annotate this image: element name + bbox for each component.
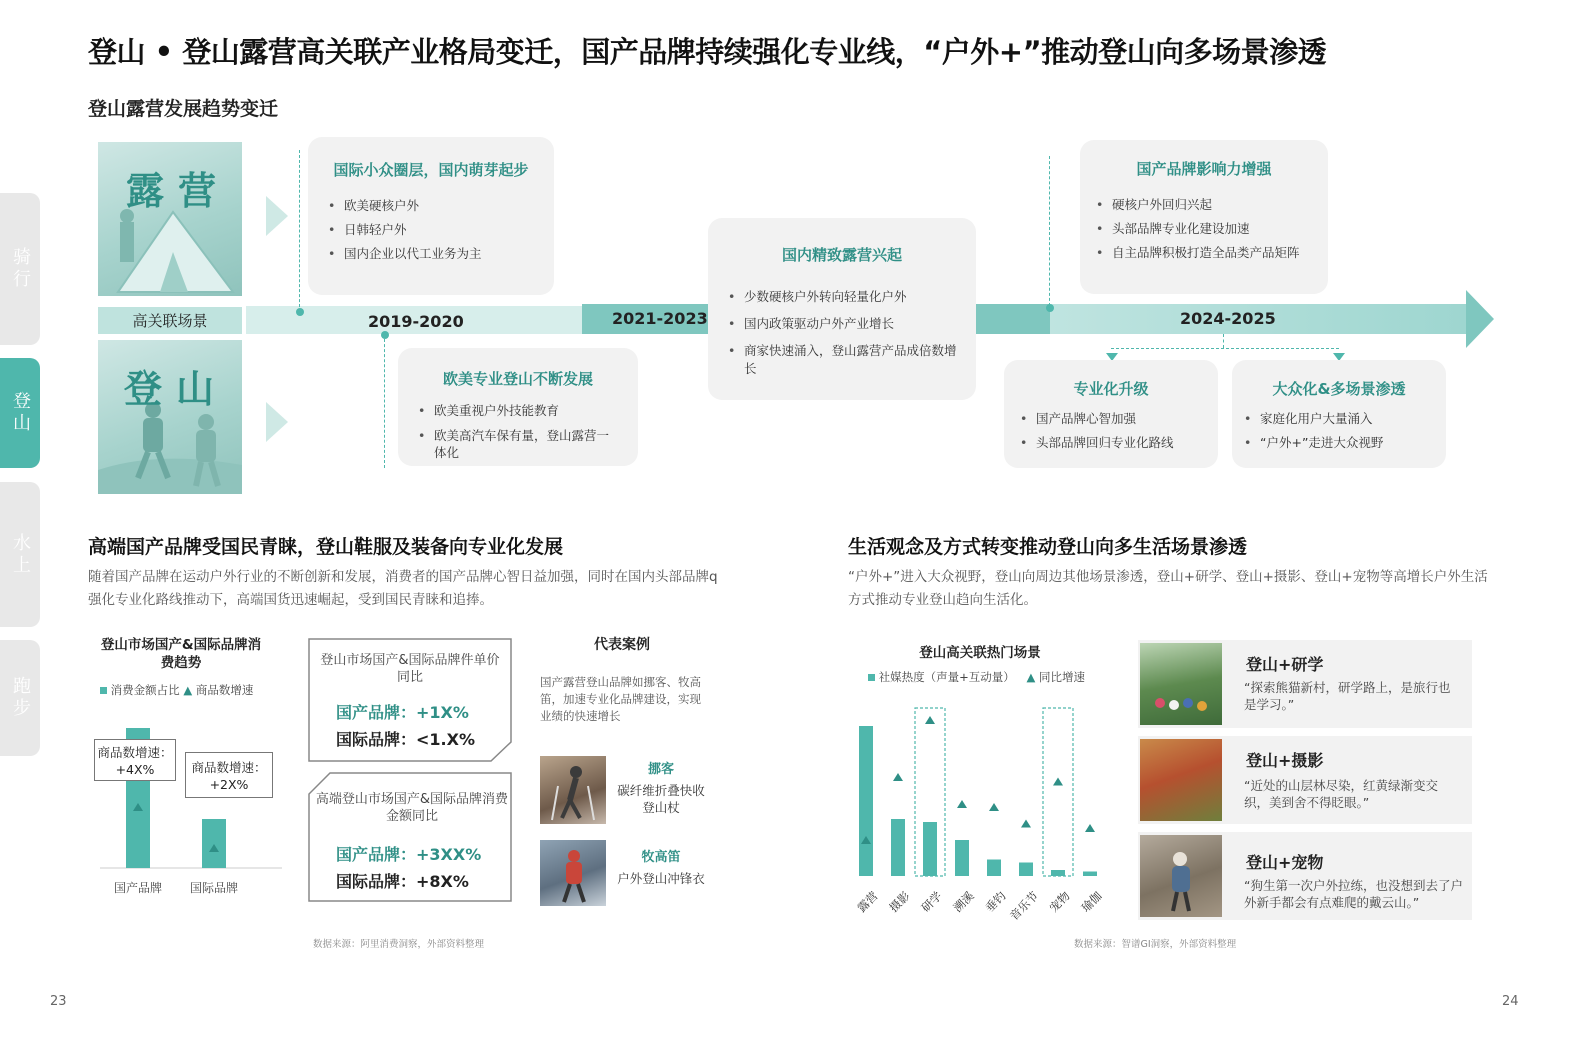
tab-running[interactable]: 跑步 (0, 640, 40, 756)
jacket-photo (540, 840, 606, 906)
card-item: • 商家快速涌入，登山露营产品成倍数增长 (726, 337, 958, 378)
left-section-title: 高端国产品牌受国民青睐，登山鞋服及装备向专业化发展 (88, 536, 564, 558)
card-title: 国际小众圈层，国内萌芽起步 (333, 161, 529, 179)
page-number-right: 24 (1502, 994, 1519, 1009)
x-tick-label: 溯溪 (950, 888, 977, 915)
growth-callout: 商品数增速：+4X% (94, 739, 176, 781)
tab-water[interactable]: 水上 (0, 482, 40, 627)
case-product: 户外登山冲锋衣 (617, 871, 705, 886)
case-product: 碳纤维折叠快收登山杖 (617, 783, 705, 815)
right-section-title: 生活观念及方式转变推动登山向多生活场景渗透 (848, 536, 1248, 558)
connector-line (1223, 334, 1224, 348)
trekking-pole-photo (540, 756, 606, 824)
x-tick-label: 音乐节 (1006, 888, 1041, 924)
legend-label: 同比增速 (1038, 670, 1085, 684)
legend-label: 消费金额占比 (110, 683, 180, 697)
camping-photo (98, 142, 242, 296)
right-chart-legend (868, 669, 1085, 685)
legend-square-icon (868, 674, 875, 681)
legend-triangle-icon: ▲ (1026, 670, 1036, 684)
hiker-with-poles-icon (540, 756, 606, 824)
connector-line (384, 334, 385, 468)
scene-card (1138, 736, 1472, 824)
bar-宠物 (1051, 870, 1065, 876)
growth-marker (893, 773, 903, 781)
card-item: • 国产品牌心智加强 (1018, 407, 1204, 431)
bar-露营 (859, 726, 873, 876)
section-subtitle: 登山露营发展趋势变迁 (88, 98, 279, 120)
card-item: • 少数硬核户外转向轻量化户外 (726, 283, 958, 310)
timeline-card (308, 137, 554, 295)
bar-溯溪 (955, 840, 969, 876)
timeline-card (398, 348, 638, 466)
tab-hiking[interactable]: 登山 (0, 358, 40, 468)
intl-value: 国际品牌：<1.X% (336, 730, 475, 749)
right-bar-chart (850, 700, 1110, 880)
card-item: • “户外+”走进大众视野 (1242, 431, 1436, 455)
timeline-dot (296, 308, 304, 316)
card-item: • 硬核户外回归兴起 (1094, 193, 1314, 217)
case-brand: 挪客 (647, 762, 674, 777)
timeline-card (1004, 360, 1218, 468)
legend-triangle-icon: ▲ (183, 683, 193, 697)
climber-icon (540, 840, 606, 906)
camping-label: 露营 (126, 169, 231, 213)
left-chart-legend (100, 682, 253, 698)
right-section-desc: “户外+”进入大众视野，登山向周边其他场景渗透，登山+研学、登山+摄影、登山+宠物等高增长户外生活方式推动专业登山趋向生活化。 (848, 569, 1488, 608)
x-tick-label: 露营 (854, 888, 881, 915)
growth-marker (1053, 778, 1063, 786)
timeline-card (1232, 360, 1446, 468)
left-bar-chart (96, 700, 286, 900)
chevron-right-icon (266, 196, 290, 236)
case-brand: 牧高笛 (641, 850, 681, 865)
left-section-desc: 随着国产品牌在运动户外行业的不断创新和发展，消费者的国产品牌心智日益加强，同时在国内头部品牌q强化专业化路线推动下，高端国货迅速崛起，受到国民青睐和追捧。 (88, 569, 718, 608)
growth-marker (957, 800, 967, 808)
scene-name: 登山+宠物 (1246, 853, 1324, 872)
domestic-value: 国产品牌：+1X% (336, 703, 469, 722)
x-tick-label: 研学 (918, 888, 945, 915)
card-item: • 欧美重视户外技能教育 (416, 399, 620, 423)
bar-音乐节 (1019, 863, 1033, 877)
scene-quote: “探索熊猫新村，研学路上，是旅行也是学习。” (1244, 680, 1451, 712)
timeline-segment-3a (976, 304, 1050, 334)
timeline-dot (381, 331, 389, 339)
growth-marker (1085, 824, 1095, 832)
x-tick-label: 摄影 (886, 888, 913, 915)
card-title: 国产品牌影响力增强 (1136, 160, 1272, 178)
year-2024-2025: 2024-2025 (1180, 309, 1276, 328)
timeline-card (708, 218, 976, 400)
card-title: 欧美专业登山不断发展 (442, 370, 593, 388)
card-title: 专业化升级 (1073, 380, 1149, 398)
photography-photo (1140, 739, 1222, 821)
card-item: • 家庭化用户大量涌入 (1242, 407, 1436, 431)
scene-quote: “近处的山层林尽染，红黄绿渐变交织，美到舍不得眨眼。” (1244, 778, 1438, 810)
connector-line (1049, 156, 1050, 306)
box-title: 高端登山市场国产&国际品牌消费金额同比 (315, 792, 509, 824)
legend-square-icon (100, 687, 107, 694)
timeline-dot (1046, 304, 1054, 312)
box-title: 登山市场国产&国际品牌件单价同比 (320, 653, 500, 685)
page-title: 登山 • 登山露营高关联产业格局变迁，国产品牌持续强化专业线，“户外+”推动登山向多场景渗透 (88, 35, 1327, 69)
bar-瑜伽 (1083, 872, 1097, 877)
chevron-right-icon (266, 402, 290, 442)
card-item: • 国内政策驱动户外产业增长 (726, 310, 958, 337)
intl-value: 国际品牌：+8X% (336, 872, 469, 891)
highlight-box (1043, 708, 1073, 876)
card-item: • 日韩轻户外 (326, 218, 536, 242)
timeline-card (1080, 140, 1328, 294)
card-item: • 头部品牌专业化建设加速 (1094, 217, 1314, 241)
bar-研学 (923, 822, 937, 876)
growth-marker (1021, 820, 1031, 828)
card-item: • 自主品牌积极打造全品类产品矩阵 (1094, 241, 1314, 265)
tab-cycling[interactable]: 骑行 (0, 193, 40, 345)
timeline-arrow-icon (1466, 290, 1496, 348)
high-link-scene-label: 高关联场景 (98, 307, 242, 334)
scene-card (1138, 640, 1472, 728)
bar-垂钓 (987, 860, 1001, 877)
left-chart-title: 登山市场国产&国际品牌消费趋势 (100, 637, 262, 671)
growth-marker (925, 716, 935, 724)
connector-line (1111, 348, 1339, 349)
right-chart-title: 登山高关联热门场景 (919, 645, 1041, 661)
scene-card (1138, 832, 1472, 920)
legend-label: 商品数增速 (195, 683, 254, 697)
legend-label: 社媒热度（声量+互动量） (878, 670, 1015, 684)
page-number-left: 23 (50, 994, 67, 1009)
card-item: • 头部品牌回归专业化路线 (1018, 431, 1204, 455)
x-tick-label: 国产品牌 (113, 881, 163, 895)
cases-title: 代表案例 (594, 637, 650, 653)
hiking-label: 登山 (124, 367, 229, 411)
x-tick-label: 瑜伽 (1078, 888, 1105, 915)
x-tick-label: 垂钓 (982, 888, 1009, 915)
card-item: • 国内企业以代工业务为主 (326, 242, 536, 266)
card-item: • 欧美硬核户外 (326, 194, 536, 218)
hiking-photo (98, 340, 242, 494)
bar-摄影 (891, 819, 905, 876)
people-group-icon (1140, 643, 1222, 725)
x-tick-label: 宠物 (1046, 888, 1073, 915)
scene-quote: “狗生第一次户外拉练，也没想到去了户外新手都会有点难爬的戴云山。” (1244, 878, 1463, 910)
scene-name: 登山+摄影 (1246, 751, 1324, 770)
connector-line (299, 150, 300, 312)
right-chart-x-labels (850, 884, 1110, 924)
growth-callout: 商品数增速：+2X% (185, 752, 273, 798)
card-title: 国内精致露营兴起 (781, 246, 902, 264)
x-tick-label: 国际品牌 (189, 881, 239, 895)
year-2021-2023: 2021-2023 (612, 309, 708, 328)
growth-marker (989, 803, 999, 811)
cases-desc: 国产露营登山品牌如挪客、牧高笛，加速专业化品牌建设，实现业绩的快速增长 (540, 675, 701, 723)
bar-国际品牌 (202, 819, 226, 868)
study-tour-photo (1140, 643, 1222, 725)
scene-name: 登山+研学 (1246, 655, 1324, 674)
domestic-value: 国产品牌：+3XX% (336, 845, 482, 864)
year-2019-2020: 2019-2020 (368, 312, 464, 331)
pet-hiking-photo (1140, 835, 1222, 917)
card-title: 大众化&多场景渗透 (1272, 380, 1406, 398)
card-item: • 欧美高汽车保有量，登山露营一体化 (416, 423, 620, 461)
data-source-note: 数据来源：智谱GI洞察，外部资料整理 (1074, 939, 1237, 950)
data-source-note: 数据来源：阿里消费洞察，外部资料整理 (313, 939, 485, 950)
hiker-with-dog-icon (1140, 835, 1222, 917)
